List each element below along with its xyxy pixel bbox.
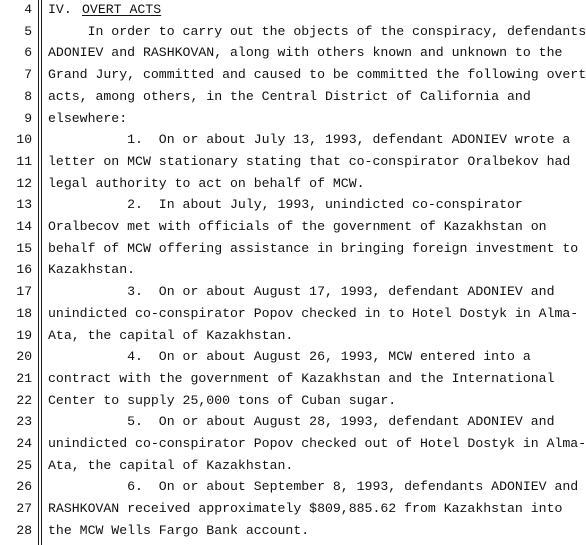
line-text: Ata, the capital of Kazakhstan. <box>48 457 294 473</box>
line-number: 22 <box>16 392 32 408</box>
document-line <box>0 347 531 367</box>
document-line <box>0 239 579 259</box>
document-line <box>0 304 579 324</box>
line-number: 24 <box>16 436 32 451</box>
document-line <box>0 412 555 432</box>
line-number: 9 <box>24 110 32 126</box>
line-number: 20 <box>16 349 32 365</box>
line-number: 25 <box>16 457 32 473</box>
line-number: 7 <box>24 67 32 83</box>
line-text: 5. On or about August 28, 1993, defendant ADONIEV and <box>48 414 555 430</box>
line-text: RASHKOVAN received approximately $809,885.62 from Kazakhstan into <box>48 501 563 517</box>
line-text: unindicted co-conspirator Popov checked in to Hotel Dostyk in Alma- <box>48 305 579 321</box>
line-text: Center to supply 25,000 tons of Cuban sugar. <box>48 392 397 408</box>
line-number: 13 <box>16 197 32 213</box>
document-line <box>0 152 571 172</box>
document-line <box>0 391 500 411</box>
document-line <box>0 521 500 541</box>
line-number: 14 <box>16 219 32 234</box>
line-text: behalf of MCW offering assistance in bringing foreign investment to <box>48 240 579 256</box>
line-text: Oralbecov met with officials of the government of Kazakhstan on <box>48 219 547 234</box>
document-line <box>0 282 555 302</box>
line-number: 12 <box>16 175 32 191</box>
document-line <box>0 130 571 150</box>
line-text: 2. In about July, 1993, unindicted co-conspirator <box>48 197 523 213</box>
document-line <box>0 369 555 389</box>
document-line <box>0 174 500 194</box>
line-number: 18 <box>16 305 32 321</box>
document-line <box>0 217 547 237</box>
line-text: unindicted co-conspirator Popov checked out of Hotel Dostyk in Alma- <box>48 436 586 451</box>
line-number: 17 <box>16 284 32 300</box>
line-text: legal authority to act on behalf of MCW. <box>48 175 365 191</box>
line-number: 19 <box>16 327 32 343</box>
line-text: 4. On or about August 26, 1993, MCW entered into a <box>48 349 531 365</box>
line-number: 23 <box>16 414 32 430</box>
document-line <box>0 195 523 215</box>
line-number: 4 <box>24 2 32 17</box>
line-text: Ata, the capital of Kazakhstan. <box>48 327 294 343</box>
section-number: IV. <box>48 2 72 17</box>
document-line-heading <box>0 0 500 20</box>
line-text: Kazakhstan. <box>48 262 136 278</box>
line-text: contract with the government of Kazakhstan and the International <box>48 370 555 386</box>
document-line <box>0 109 500 129</box>
line-text: acts, among others, in the Central District of California and <box>48 88 531 104</box>
document-line <box>0 43 563 63</box>
document-line <box>0 434 586 454</box>
document-line <box>0 22 586 42</box>
line-text: Grand Jury, committed and caused to be committed the following overt <box>48 67 586 83</box>
line-number: 8 <box>24 88 32 104</box>
section-title: OVERT ACTS <box>82 2 162 17</box>
document-line <box>0 65 586 85</box>
line-number: 27 <box>16 501 32 517</box>
document-line <box>0 499 563 519</box>
line-number: 28 <box>16 522 32 538</box>
line-number: 15 <box>16 240 32 256</box>
line-text: 1. On or about July 13, 1993, defendant ADONIEV wrote a <box>48 132 571 148</box>
document-line <box>0 260 500 280</box>
line-text: ADONIEV and RASHKOVAN, along with others known and unknown to the <box>48 45 563 61</box>
document-line <box>0 477 579 497</box>
line-number: 5 <box>24 23 32 39</box>
document-line <box>0 326 500 346</box>
line-text: letter on MCW stationary stating that co-conspirator Oralbekov had <box>48 153 571 169</box>
line-text: the MCW Wells Fargo Bank account. <box>48 522 310 538</box>
line-text: 6. On or about September 8, 1993, defendants ADONIEV and <box>48 479 579 495</box>
line-number: 11 <box>16 153 32 169</box>
line-text: In order to carry out the objects of the conspiracy, defendants <box>48 23 586 39</box>
line-text: 3. On or about August 17, 1993, defendant ADONIEV and <box>48 284 555 300</box>
line-number: 10 <box>16 132 32 148</box>
line-number: 26 <box>16 479 32 495</box>
line-text: elsewhere: <box>48 110 128 126</box>
document-line <box>0 456 500 476</box>
line-number: 21 <box>16 370 32 386</box>
document-line <box>0 87 531 107</box>
line-number: 16 <box>16 262 32 278</box>
line-number: 6 <box>24 45 32 61</box>
